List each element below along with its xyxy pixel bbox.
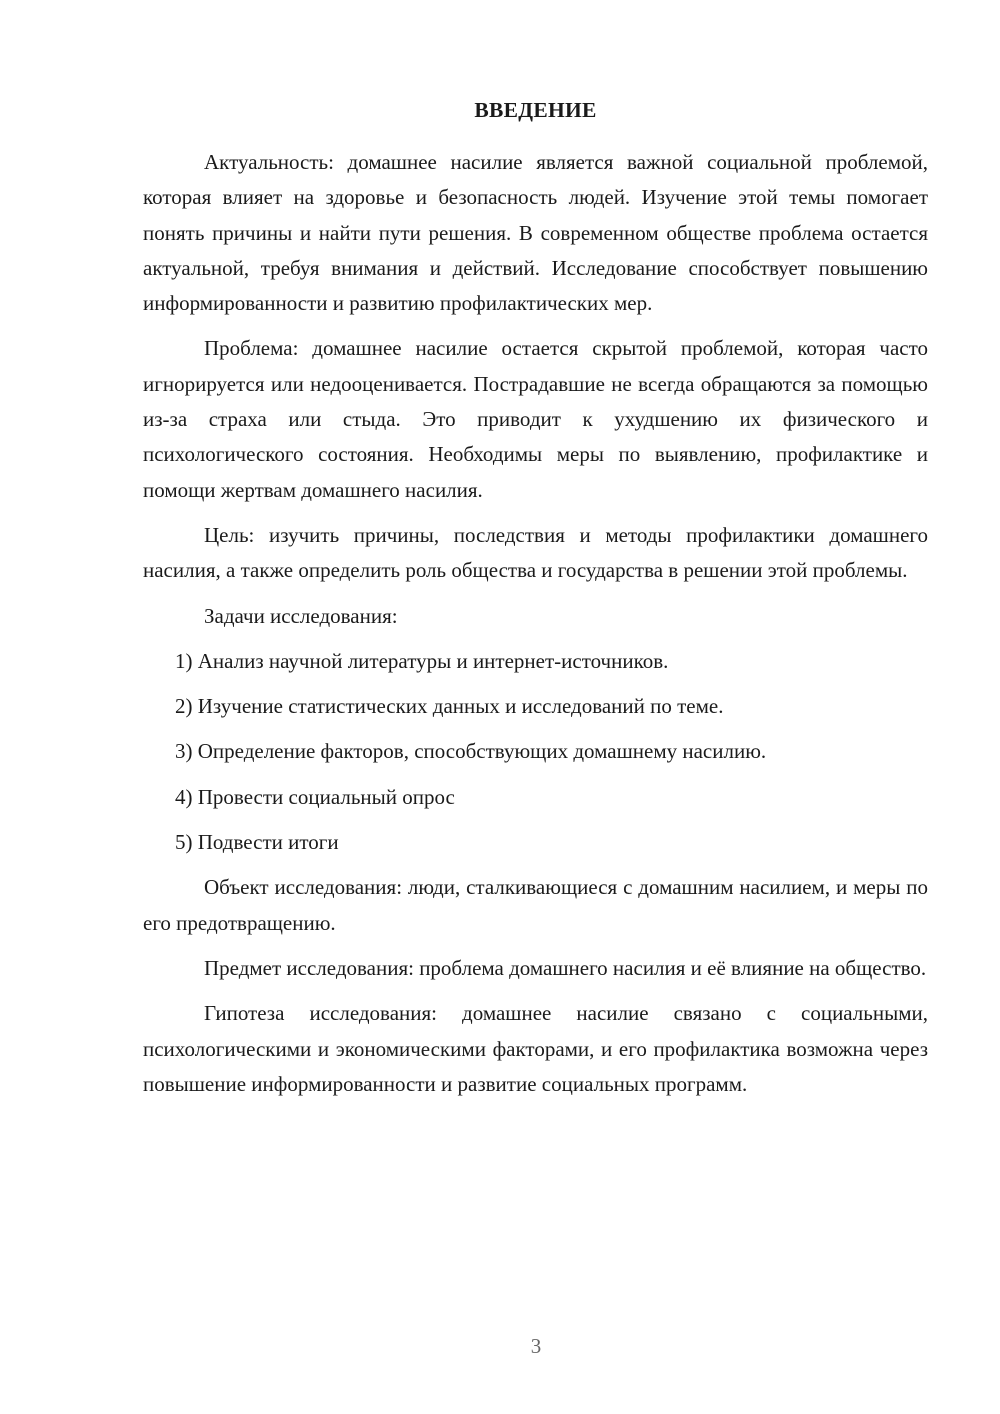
task-item: 2) Изучение статистических данных и исследований по теме.	[175, 694, 724, 719]
task-item: 5) Подвести итоги	[175, 830, 339, 855]
page-number: 3	[530, 1334, 542, 1358]
hypothesis-paragraph: Гипотеза исследования: домашнее насилие связано с социальными, психологическими и экономическими факторами, и его профилактика возможна через повышение информированности и развитие социальных программ.	[143, 1001, 928, 1096]
task-item: 3) Определение факторов, способствующих домашнему насилию.	[175, 739, 767, 764]
document-page	[143, 95, 928, 1112]
tasks-heading: Задачи исследования:	[204, 603, 398, 628]
task-item: 4) Провести социальный опрос	[175, 784, 455, 809]
section-title: ВВЕДЕНИЕ	[474, 98, 597, 122]
relevance-paragraph: Актуальность: домашнее насилие является важной социальной проблемой, которая влияет на здоровье и безопасность людей. Изучение этой темы помогает понять причины и найти пути решения. В современном обществе проблема остается актуальной, требуя внимания и действий. Исследование способствует повышению информированности и развитию профилактических мер.	[143, 150, 928, 316]
tasks-list	[143, 644, 928, 860]
goal-paragraph: Цель: изучить причины, последствия и методы профилактики домашнего насилия, а также определить роль общества и государства в решении этой проблемы.	[143, 522, 928, 583]
task-item: 1) Анализ научной литературы и интернет-источников.	[175, 648, 669, 673]
subject-paragraph: Предмет исследования: проблема домашнего насилия и её влияние на общество.	[204, 955, 927, 980]
problem-paragraph: Проблема: домашнее насилие остается скрытой проблемой, которая часто игнорируется или недооценивается. Пострадавшие не всегда обращаются за помощью из-за страха или стыда. Это приводит к ухудшению их физического и психологического состояния. Необходимы меры по выявлению, профилактике и помощи жертвам домашнего насилия.	[143, 336, 928, 502]
object-paragraph: Объект исследования: люди, сталкивающиеся с домашним насилием, и меры по его предотвращению.	[143, 875, 928, 935]
